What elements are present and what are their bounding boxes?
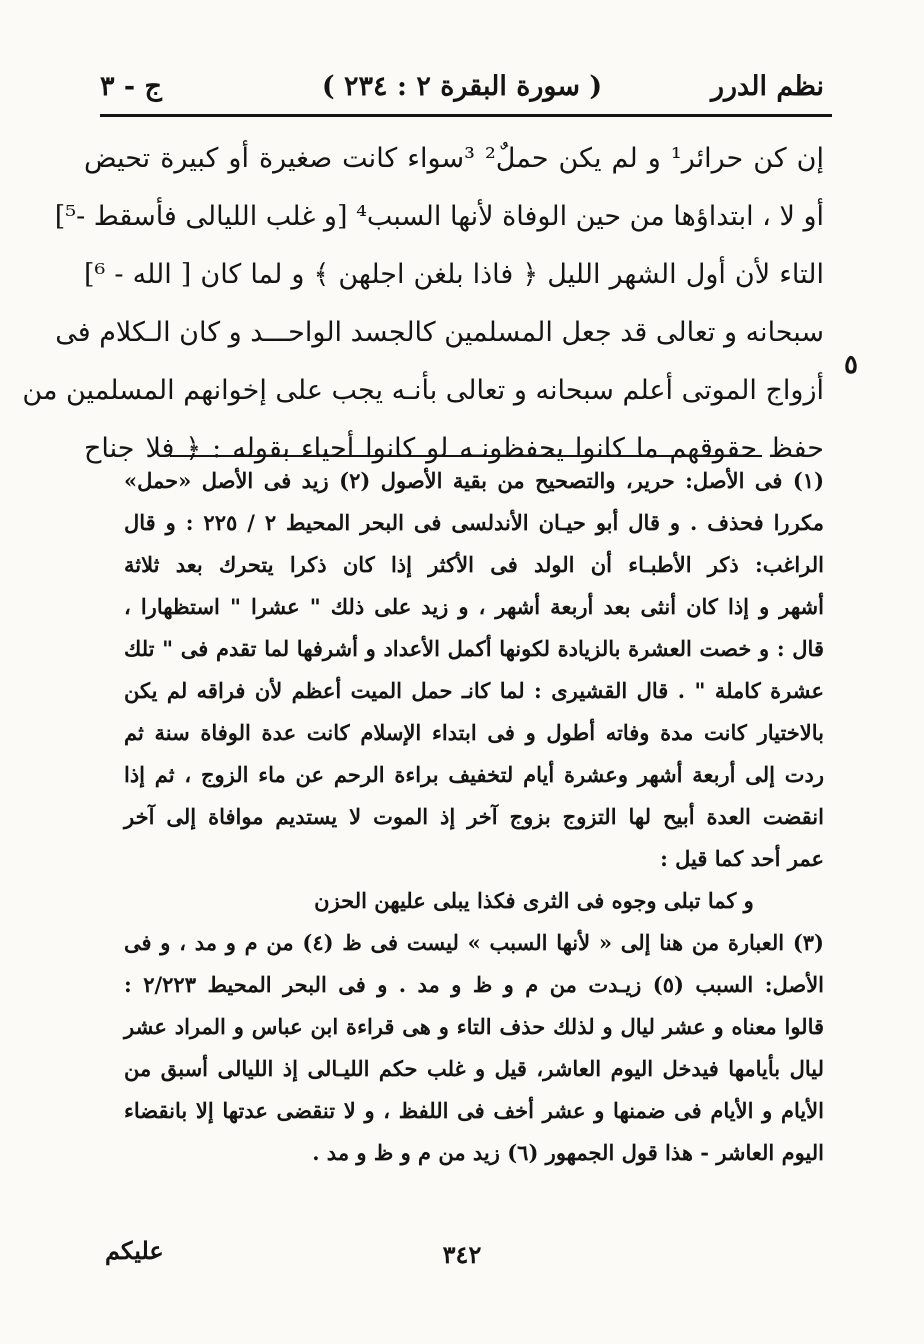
footnote-line: ليال بأيامها فيدخل اليوم العاشر، قيل و غلب حكم الليـالى إذ الليالى أسبق من	[124, 1056, 824, 1081]
volume-number: ج - ٣	[100, 71, 162, 102]
main-text-line: أزواج الموتى أعلم سبحانه و تعالى بأنـه يجب على إخوانهم المسلمين من	[22, 375, 824, 406]
page-number: ٣٤٢	[442, 1240, 482, 1269]
book-title: نظم الدرر	[710, 71, 824, 102]
footnote-line: قالوا معناه و عشر ليال و لذلك حذف التاء و هى قراءة ابن عباس و المراد عشر	[124, 1014, 824, 1039]
footnote-rule	[170, 455, 762, 457]
footnote-line: مكررا فحذف . و قال أبو حيـان الأندلسى فى البحر المحيط ٢ / ٢٢٥ : و قال	[124, 510, 824, 535]
footnote-line: عشرة كاملة " . قال القشيرى : لما كانـ حمل الميت أعظم لأن فراقه لم يكن	[124, 678, 824, 703]
header-rule	[100, 114, 832, 117]
footnote-line: الأيام و الأيام فى ضمنها و عشر أخف فى اللفظ ، و لا تنقضى عدتها إلا بانقضاء	[124, 1098, 824, 1123]
footnote-line: بالاختيار كانت مدة وفاته أطول و فى ابتداء الإسلام كانت عدة الوفاة سنة ثم	[124, 720, 824, 745]
footnote-line: قال : و خصت العشرة بالزيادة لكونها أكمل الأعداد و أشرفها لما تقدم فى " تلك	[124, 636, 824, 661]
page-header	[100, 62, 824, 112]
footnotes	[124, 460, 824, 1174]
catchword: عليكم	[105, 1236, 164, 1265]
footnote-line: (١) فى الأصل: حرير، والتصحيح من بقية الأصول (٢) زيد فى الأصل «حمل»	[124, 468, 824, 493]
footnote-line: الراغب: ذكر الأطبـاء أن الولد فى الأكثر إذا كان ذكرا يتحرك بعد ثلاثة	[124, 552, 824, 577]
footnote-line: ردت إلى أربعة أشهر وعشرة أيام لتخفيف براءة الرحم عن ماء الزوج ، ثم إذا	[124, 762, 824, 787]
footnote-line: اليوم العاشر - هذا قول الجمهور (٦) زيد من م و ظ و مد .	[312, 1140, 824, 1165]
surah-reference: ( سورة البقرة ٢ : ٢٣٤ )	[321, 71, 603, 102]
footnote-line: انقضت العدة أبيح لها التزوج بزوج آخر إذ الموت لا يستديم موافاة إلى آخر	[124, 804, 824, 829]
main-text-line: إن كن حرائر¹ و لم يكن حملٌ² ³سواء كانت صغيرة أو كبيرة تحيض	[84, 143, 824, 174]
footnote-line: عمر أحد كما قيل :	[660, 846, 824, 871]
poetry-verse: و كما تبلى وجوه فى الثرى فكذا يبلى عليهن الحزن	[314, 888, 754, 913]
footnote-line: أشهر و إذا كان أنثى بعد أربعة أشهر ، و زيد على ذلك " عشرا " استظهارا ،	[124, 594, 824, 619]
line-number: ٥	[844, 350, 858, 380]
main-text-line: التاء لأن أول الشهر الليل ﴿ فاذا بلغن اجلهن ﴾ و لما كان [ الله - ⁶]	[84, 259, 824, 290]
footnote-line: الأصل: السبب (٥) زيـدت من م و ظ و مد . و فى البحر المحيط ٢/٢٢٣ :	[124, 972, 825, 997]
main-text-line: سبحانه و تعالى قد جعل المسلمين كالجسد الواحـــد و كان الـكلام فى	[55, 317, 824, 348]
main-text-line: أو لا ، ابتداؤها من حين الوفاة لأنها السبب⁴ [و غلب الليالى فأسقط -⁵]	[54, 201, 824, 232]
footnote-line: (٣) العبارة من هنا إلى « لأنها السبب » ليست فى ظ (٤) من م و مد ، و فى	[124, 930, 824, 955]
main-text	[22, 130, 824, 478]
main-text-line: حفظ حقوقهم ما كانوا يحفظونـه لو كانوا أحياء بقوله : ﴿ فلا جناح	[84, 433, 824, 464]
